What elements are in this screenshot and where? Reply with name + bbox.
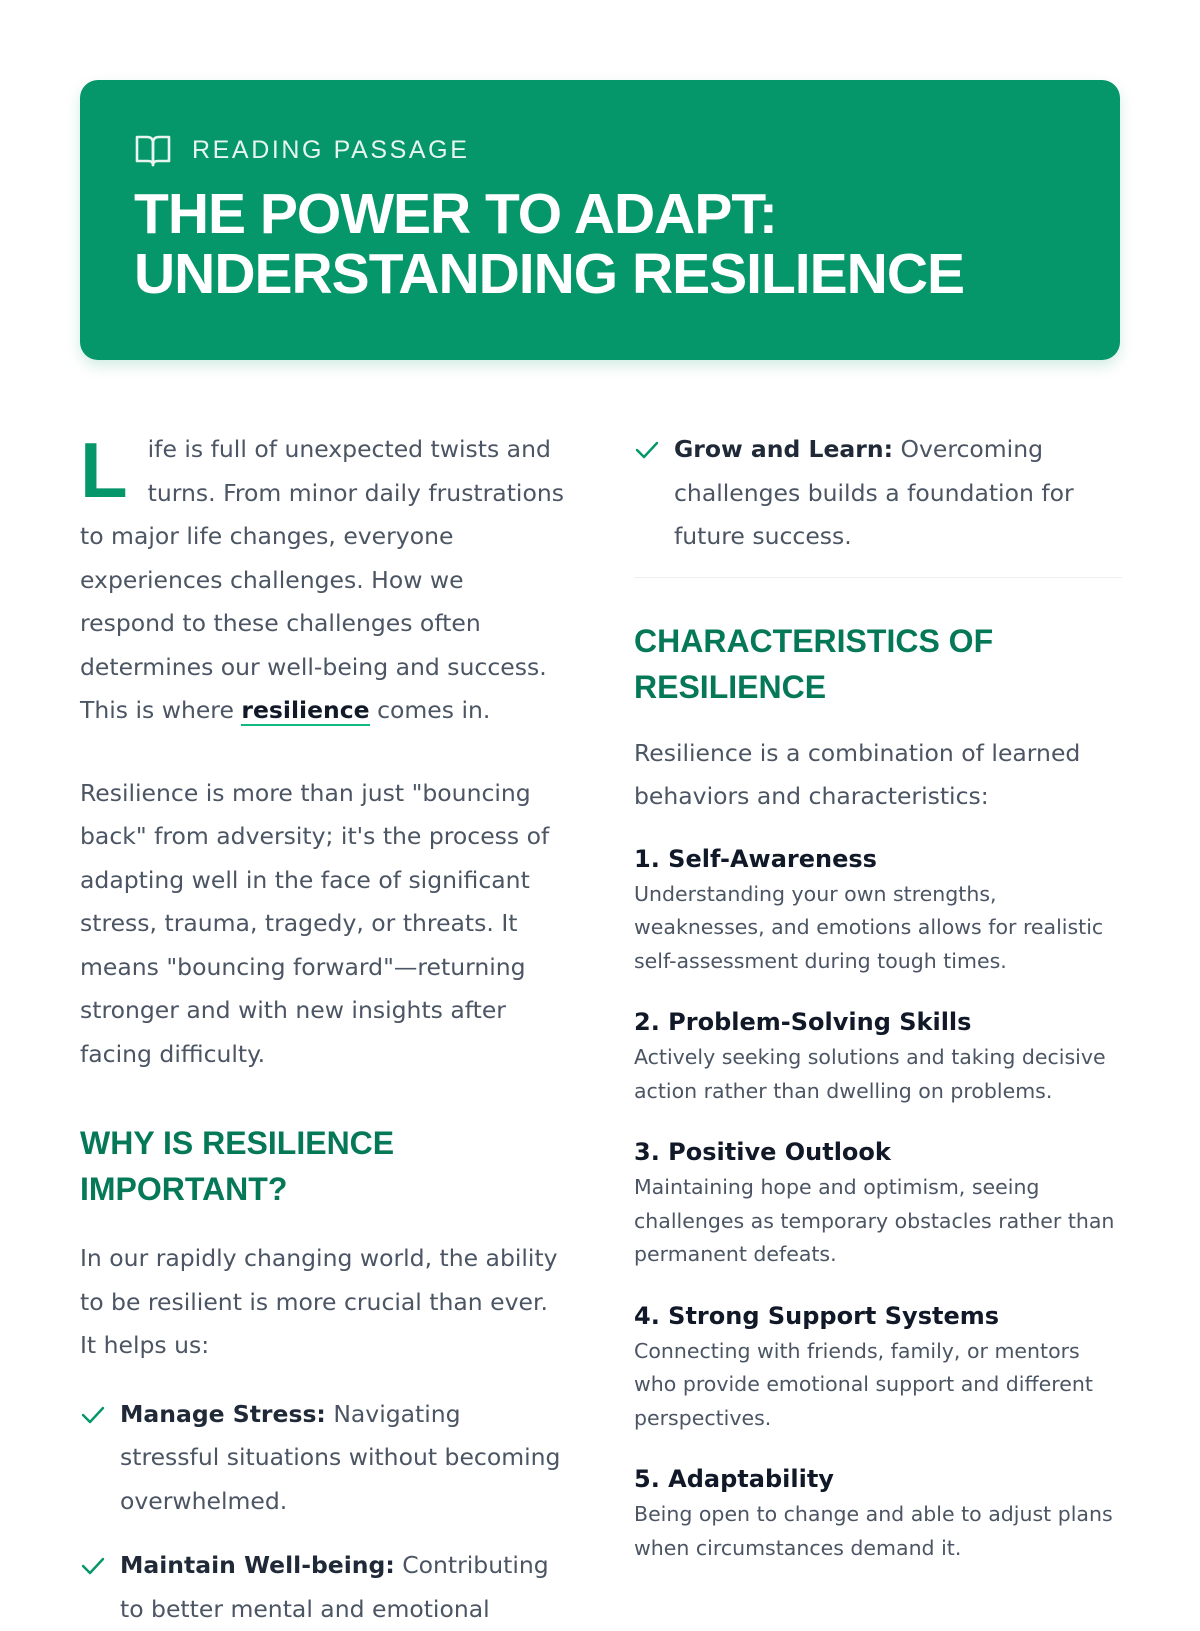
title-line-2: UNDERSTANDING RESILIENCE bbox=[134, 242, 964, 306]
list-item-text: Navigating stressful situations without becoming overwhelmed. bbox=[120, 1400, 560, 1515]
trait-description: Maintaining hope and optimism, seeing challenges as temporary obstacles rather than permanent defeats. bbox=[634, 1171, 1122, 1272]
list-item-label: Manage Stress: bbox=[120, 1400, 326, 1428]
page-title bbox=[134, 184, 1066, 304]
title-banner bbox=[80, 80, 1120, 360]
list-item bbox=[80, 1393, 564, 1524]
section-heading-why: WHY IS RESILIENCE IMPORTANT? bbox=[80, 1120, 564, 1212]
list-item bbox=[634, 428, 1122, 559]
right-column bbox=[634, 428, 1122, 1565]
list-item-label: Grow and Learn: bbox=[674, 435, 893, 463]
why-intro-paragraph: In our rapidly changing world, the ability to be resilient is more crucial than ever. It helps us: bbox=[80, 1237, 564, 1368]
trait-description: Understanding your own strengths, weaknesses, and emotions allows for realistic self-assessment during tough times. bbox=[634, 878, 1122, 979]
benefits-list bbox=[80, 1393, 564, 1631]
keyword-resilience: resilience bbox=[241, 696, 369, 726]
list-item-text: Contributing to better mental and emotional bbox=[120, 1551, 549, 1623]
left-column bbox=[80, 428, 564, 1631]
list-item-text: Overcoming challenges builds a foundation for future success. bbox=[674, 435, 1074, 550]
definition-paragraph: Resilience is more than just "bouncing back" from adversity; it's the process of adapting well in the face of significant stress, trauma, tragedy, or threats. It means "bouncing forward"—returning stronger and with new insights after facing difficulty. bbox=[80, 772, 564, 1077]
list-item bbox=[80, 1544, 564, 1631]
trait-item bbox=[634, 1464, 1122, 1565]
divider bbox=[634, 577, 1122, 578]
eyebrow bbox=[134, 130, 1066, 170]
trait-title: 4. Strong Support Systems bbox=[634, 1301, 1122, 1331]
trait-item bbox=[634, 1301, 1122, 1436]
trait-title: 1. Self-Awareness bbox=[634, 844, 1122, 874]
check-icon bbox=[634, 438, 660, 462]
list-item-label: Maintain Well-being: bbox=[120, 1551, 395, 1579]
intro-text: ife is full of unexpected twists and turns. From minor daily frustrations to major life changes, everyone experiences challenges. How we respond to these challenges often determines our well-being and success. This is where bbox=[80, 435, 564, 724]
intro-text-end: comes in. bbox=[370, 696, 491, 724]
drop-cap: L bbox=[80, 436, 128, 506]
trait-title: 5. Adaptability bbox=[634, 1464, 1122, 1494]
section-heading-characteristics: CHARACTERISTICS OF RESILIENCE bbox=[634, 618, 1122, 710]
title-line-1: THE POWER TO ADAPT: bbox=[134, 182, 777, 246]
benefits-list-continued bbox=[634, 428, 1122, 559]
book-open-icon bbox=[134, 132, 172, 168]
trait-description: Connecting with friends, family, or mentors who provide emotional support and different perspectives. bbox=[634, 1335, 1122, 1436]
check-icon bbox=[80, 1403, 106, 1427]
trait-description: Actively seeking solutions and taking decisive action rather than dwelling on problems. bbox=[634, 1041, 1122, 1108]
eyebrow-label: READING PASSAGE bbox=[192, 136, 470, 165]
trait-description: Being open to change and able to adjust plans when circumstances demand it. bbox=[634, 1498, 1122, 1565]
characteristics-intro-paragraph: Resilience is a combination of learned behaviors and characteristics: bbox=[634, 732, 1122, 819]
check-icon bbox=[80, 1554, 106, 1578]
intro-paragraph bbox=[80, 428, 564, 733]
trait-item bbox=[634, 844, 1122, 979]
trait-item bbox=[634, 1007, 1122, 1108]
trait-item bbox=[634, 1137, 1122, 1272]
trait-title: 3. Positive Outlook bbox=[634, 1137, 1122, 1167]
trait-title: 2. Problem-Solving Skills bbox=[634, 1007, 1122, 1037]
